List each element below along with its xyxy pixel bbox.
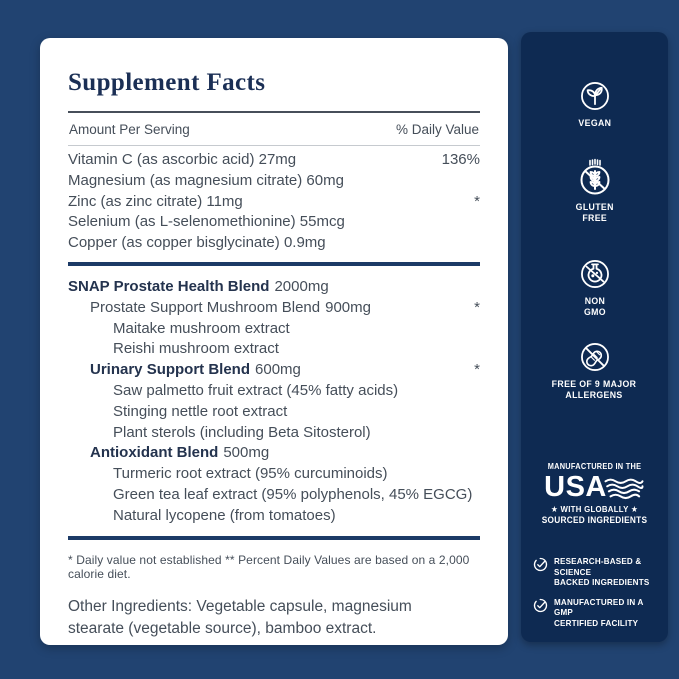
table-row — [68, 381, 480, 402]
ingredient-name: Natural lycopene (from tomatoes) — [113, 506, 336, 524]
blend-dv: * — [474, 298, 480, 316]
table-row — [68, 360, 480, 381]
amount-per-serving-header: Amount Per Serving — [69, 122, 190, 137]
blend-rows — [68, 273, 480, 527]
nutrient-name: Selenium (as L-selenomethionine) 55mcg — [68, 213, 345, 231]
claims-list — [533, 556, 660, 628]
vegan-icon — [577, 78, 613, 114]
supplement-facts-card — [40, 38, 508, 645]
list-item — [533, 556, 660, 588]
nutrient-rows — [68, 146, 480, 254]
badge-gluten-free — [521, 158, 668, 224]
blend-dv: * — [474, 361, 480, 379]
table-row — [68, 192, 480, 213]
certification-panel — [521, 32, 668, 642]
ingredient-name: Plant sterols (including Beta Sitosterol) — [113, 423, 371, 441]
blend-name: Prostate Support Mushroom Blend — [90, 298, 321, 316]
list-item — [533, 597, 660, 629]
ingredient-name: Maitake mushroom extract — [113, 319, 290, 337]
table-row — [68, 443, 480, 464]
claim-text: RESEARCH-BASED & SCIENCE BACKED INGREDIENTS — [554, 556, 650, 587]
table-row — [68, 423, 480, 444]
ingredient-name: Stinging nettle root extract — [113, 402, 288, 420]
table-row — [68, 464, 480, 485]
table-row — [68, 150, 480, 171]
badge-allergen-free — [521, 339, 668, 401]
ingredient-name: Green tea leaf extract (95% polyphenols, 45% EGCG) — [113, 485, 473, 503]
page-title: Supplement Facts — [68, 69, 266, 96]
thick-divider — [68, 536, 480, 540]
daily-value-footnote: * Daily value not established ** Percent Daily Values are based on a 2,000 calorie diet. — [68, 552, 470, 581]
nutrient-name: Magnesium (as magnesium citrate) 60mg — [68, 171, 344, 189]
nutrient-name: Zinc (as zinc citrate) 11mg — [68, 192, 243, 210]
allergen-free-icon — [577, 339, 613, 375]
badge-label: NON GMO — [583, 296, 606, 318]
badge-made-in-usa — [521, 462, 668, 525]
table-row — [68, 233, 480, 254]
blend-name: SNAP Prostate Health Blend — [68, 277, 270, 295]
badge-non-gmo — [521, 256, 668, 318]
badge-label: VEGAN — [578, 118, 611, 129]
gluten-free-icon — [575, 158, 615, 198]
table-row — [68, 506, 480, 527]
table-row — [68, 171, 480, 192]
nutrient-dv: 136% — [441, 151, 480, 168]
table-row — [68, 319, 480, 340]
nutrient-dv: * — [474, 192, 480, 210]
nutrient-name: Copper (as copper bisglycinate) 0.9mg — [68, 234, 326, 252]
ingredient-name: Turmeric root extract (95% curcuminoids) — [113, 465, 388, 483]
blend-amount: 2000mg — [274, 277, 329, 295]
table-row — [68, 298, 480, 319]
usa-text: USA — [544, 471, 607, 503]
blend-amount: 600mg — [255, 361, 301, 379]
table-row — [68, 339, 480, 360]
claim-text: MANUFACTURED IN A GMP CERTIFIED FACILITY — [554, 596, 644, 628]
ingredient-name: Saw palmetto fruit extract (45% fatty acids) — [113, 381, 399, 399]
usa-top-text: MANUFACTURED IN THE — [547, 462, 642, 471]
blend-name: Urinary Support Blend — [90, 361, 251, 379]
blend-amount: 900mg — [325, 298, 371, 316]
check-circle-icon — [533, 557, 548, 572]
ingredient-name: Reishi mushroom extract — [113, 340, 279, 358]
table-row — [68, 402, 480, 423]
table-row — [68, 212, 480, 233]
usa-flag-icon — [603, 475, 645, 501]
badge-label: GLUTEN FREE — [575, 202, 614, 224]
table-row — [68, 277, 480, 298]
blend-amount: 500mg — [223, 444, 270, 462]
non-gmo-icon — [577, 256, 613, 292]
table-row — [68, 485, 480, 506]
badge-label: FREE OF 9 MAJOR ALLERGENS — [552, 379, 637, 401]
usa-mid-text: ★ WITH GLOBALLY ★ — [550, 504, 639, 514]
table-header — [68, 113, 480, 146]
blend-name: Antioxidant Blend — [90, 444, 219, 462]
usa-bottom-text: SOURCED INGREDIENTS — [541, 515, 648, 525]
badge-vegan — [521, 78, 668, 129]
thick-divider — [68, 262, 480, 266]
check-circle-icon — [533, 598, 548, 613]
daily-value-header: % Daily Value — [395, 122, 479, 137]
nutrient-name: Vitamin C (as ascorbic acid) 27mg — [68, 151, 297, 168]
other-ingredients: Other Ingredients: Vegetable capsule, magnesium stearate (vegetable source), bamboo extract. — [68, 597, 412, 637]
